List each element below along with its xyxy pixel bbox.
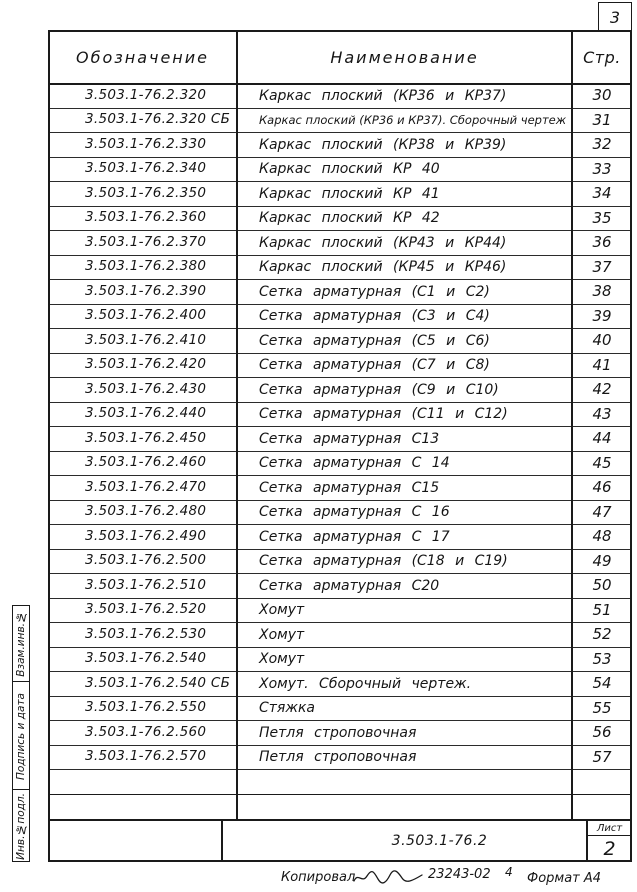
- side-stamp-signature-date: Подпись и дата: [15, 692, 27, 780]
- row-name: Петля строповочная: [259, 724, 417, 741]
- side-stamp-signature-cell: [12, 682, 30, 790]
- row-page: 53: [592, 649, 612, 668]
- sheet-number: 2: [603, 838, 616, 860]
- row-designation: 3.503.1-76.2.440: [85, 405, 207, 422]
- row-page: 37: [592, 257, 612, 276]
- row-name: Каркас плоский КР 41: [259, 185, 440, 202]
- row-name: Сетка арматурная С13: [259, 430, 440, 447]
- row-page: 41: [592, 355, 612, 374]
- row-name: Сетка арматурная (С5 и С6): [259, 332, 490, 349]
- row-name: Каркас плоский КР 42: [259, 210, 440, 227]
- row-page: 45: [592, 453, 612, 472]
- row-designation: 3.503.1-76.2.420: [85, 356, 207, 373]
- row-name: Сетка арматурная С 14: [259, 455, 450, 472]
- row-designation: 3.503.1-76.2.550: [85, 699, 207, 716]
- side-stamp-replaced-inventory: Взам.инв.№: [15, 610, 27, 677]
- title-block-left-border: [221, 820, 223, 862]
- row-name: Сетка арматурная (С1 и С2): [259, 283, 490, 300]
- row-page: 57: [592, 747, 612, 766]
- row-page: 49: [592, 551, 612, 570]
- row-page: 47: [592, 502, 612, 521]
- row-name: Каркас плоский КР 40: [259, 161, 440, 178]
- column-divider: [236, 30, 238, 820]
- row-designation: 3.503.1-76.2.540: [85, 650, 207, 667]
- row-name: Хомут: [259, 651, 305, 668]
- footer-sheet-count: 4: [505, 865, 513, 879]
- footer-order-number: 23243-02: [428, 867, 491, 882]
- row-designation: 3.503.1-76.2.490: [85, 527, 207, 544]
- row-name: Сетка арматурная (С3 и С4): [259, 308, 490, 325]
- title-block-designation: 3.503.1-76.2: [391, 833, 488, 849]
- row-name: Хомут: [259, 602, 305, 619]
- row-designation: 3.503.1-76.2.410: [85, 331, 207, 348]
- row-designation: 3.503.1-76.2.500: [85, 552, 207, 569]
- footer-copied-label: Копировал: [281, 870, 356, 885]
- signature-squiggle: [352, 866, 424, 888]
- row-name: Сетка арматурная С20: [259, 577, 440, 594]
- row-page: 43: [592, 404, 612, 423]
- row-designation: 3.503.1-76.2.400: [85, 307, 207, 324]
- page-number-box: [598, 2, 632, 31]
- row-name: Каркас плоский (КР43 и КР44): [259, 234, 507, 251]
- row-name: Сетка арматурная (С9 и С10): [259, 381, 499, 398]
- side-stamp-divider: [12, 789, 30, 790]
- header-name: Наименование: [330, 47, 479, 67]
- row-name: Каркас плоский (КР36 и КР37). Сборочный чертеж: [259, 112, 567, 127]
- footer-format-label: Формат А4: [527, 871, 602, 886]
- row-name: Хомут: [259, 626, 305, 643]
- row-page: 31: [592, 110, 612, 129]
- row-page: 33: [592, 159, 612, 178]
- column-divider: [571, 30, 573, 820]
- row-name: Сетка арматурная (С7 и С8): [259, 357, 490, 374]
- title-block-top-border: [48, 819, 632, 821]
- row-designation: 3.503.1-76.2.510: [85, 576, 207, 593]
- row-page: 39: [592, 306, 612, 325]
- row-page: 55: [592, 698, 612, 717]
- row-page: 38: [592, 282, 612, 300]
- row-name: Хомут. Сборочный чертеж.: [259, 675, 472, 692]
- row-designation: 3.503.1-76.2.370: [85, 233, 207, 250]
- side-stamp-replaced-inventory-cell: [12, 605, 30, 682]
- row-page: 54: [592, 674, 612, 692]
- row-page: 50: [592, 576, 612, 594]
- side-stamp-original-inventory: Инв.№подл.: [15, 792, 27, 860]
- row-designation: 3.503.1-76.2.470: [85, 478, 207, 495]
- row-page: 44: [592, 429, 612, 447]
- row-page: 51: [592, 600, 612, 619]
- row-designation: 3.503.1-76.2.520: [85, 601, 207, 618]
- row-designation: 3.503.1-76.2.530: [85, 625, 207, 642]
- row-designation: 3.503.1-76.2.390: [85, 282, 207, 299]
- row-name: Петля строповочная: [259, 749, 417, 766]
- row-name: Стяжка: [259, 700, 315, 717]
- row-designation: 3.503.1-76.2.380: [85, 258, 207, 275]
- page-number: 3: [609, 7, 621, 27]
- row-designation: 3.503.1-76.2.450: [85, 429, 207, 446]
- row-designation: 3.503.1-76.2.460: [85, 454, 207, 471]
- row-name: Сетка арматурная (С18 и С19): [259, 553, 508, 570]
- header-designation: Обозначение: [75, 47, 210, 67]
- row-designation: 3.503.1-76.2.320 СБ: [85, 111, 231, 128]
- row-designation: 3.503.1-76.2.320: [85, 86, 207, 103]
- row-page: 36: [592, 233, 612, 251]
- row-designation: 3.503.1-76.2.560: [85, 723, 207, 740]
- row-designation: 3.503.1-76.2.350: [85, 184, 207, 201]
- header-divider: [48, 83, 632, 85]
- row-page: 30: [592, 86, 612, 104]
- row-page: 52: [592, 625, 612, 643]
- row-page: 46: [592, 478, 612, 496]
- row-designation: 3.503.1-76.2.340: [85, 160, 207, 177]
- row-name: Каркас плоский (КР38 и КР39): [259, 136, 507, 153]
- sheet-label: Лист: [596, 822, 623, 834]
- side-stamp-original-inventory-cell: [12, 790, 30, 862]
- row-page: 56: [592, 723, 612, 741]
- row-page: 35: [592, 208, 612, 227]
- row-designation: 3.503.1-76.2.540 СБ: [85, 674, 231, 691]
- row-name: Сетка арматурная (С11 и С12): [259, 406, 508, 423]
- row-designation: 3.503.1-76.2.480: [85, 503, 207, 520]
- row-page: 40: [592, 331, 612, 349]
- row-name: Сетка арматурная С 17: [259, 528, 450, 545]
- title-block-sheet-divider: [586, 820, 588, 862]
- row-page: 42: [592, 380, 612, 398]
- row-name: Каркас плоский (КР36 и КР37): [259, 87, 507, 104]
- row-name: Сетка арматурная С 16: [259, 504, 450, 521]
- row-designation: 3.503.1-76.2.430: [85, 380, 207, 397]
- side-stamp-divider: [12, 681, 30, 682]
- row-page: 32: [592, 135, 612, 153]
- row-designation: 3.503.1-76.2.570: [85, 748, 207, 765]
- row-name: Каркас плоский (КР45 и КР46): [259, 259, 507, 276]
- header-page: Стр.: [583, 47, 621, 67]
- row-page: 48: [592, 527, 612, 545]
- row-page: 34: [592, 184, 612, 202]
- row-designation: 3.503.1-76.2.360: [85, 209, 207, 226]
- table-frame: [48, 30, 632, 862]
- row-name: Сетка арматурная С15: [259, 479, 440, 496]
- sheet-cell-divider: [587, 835, 632, 836]
- row-designation: 3.503.1-76.2.330: [85, 135, 207, 152]
